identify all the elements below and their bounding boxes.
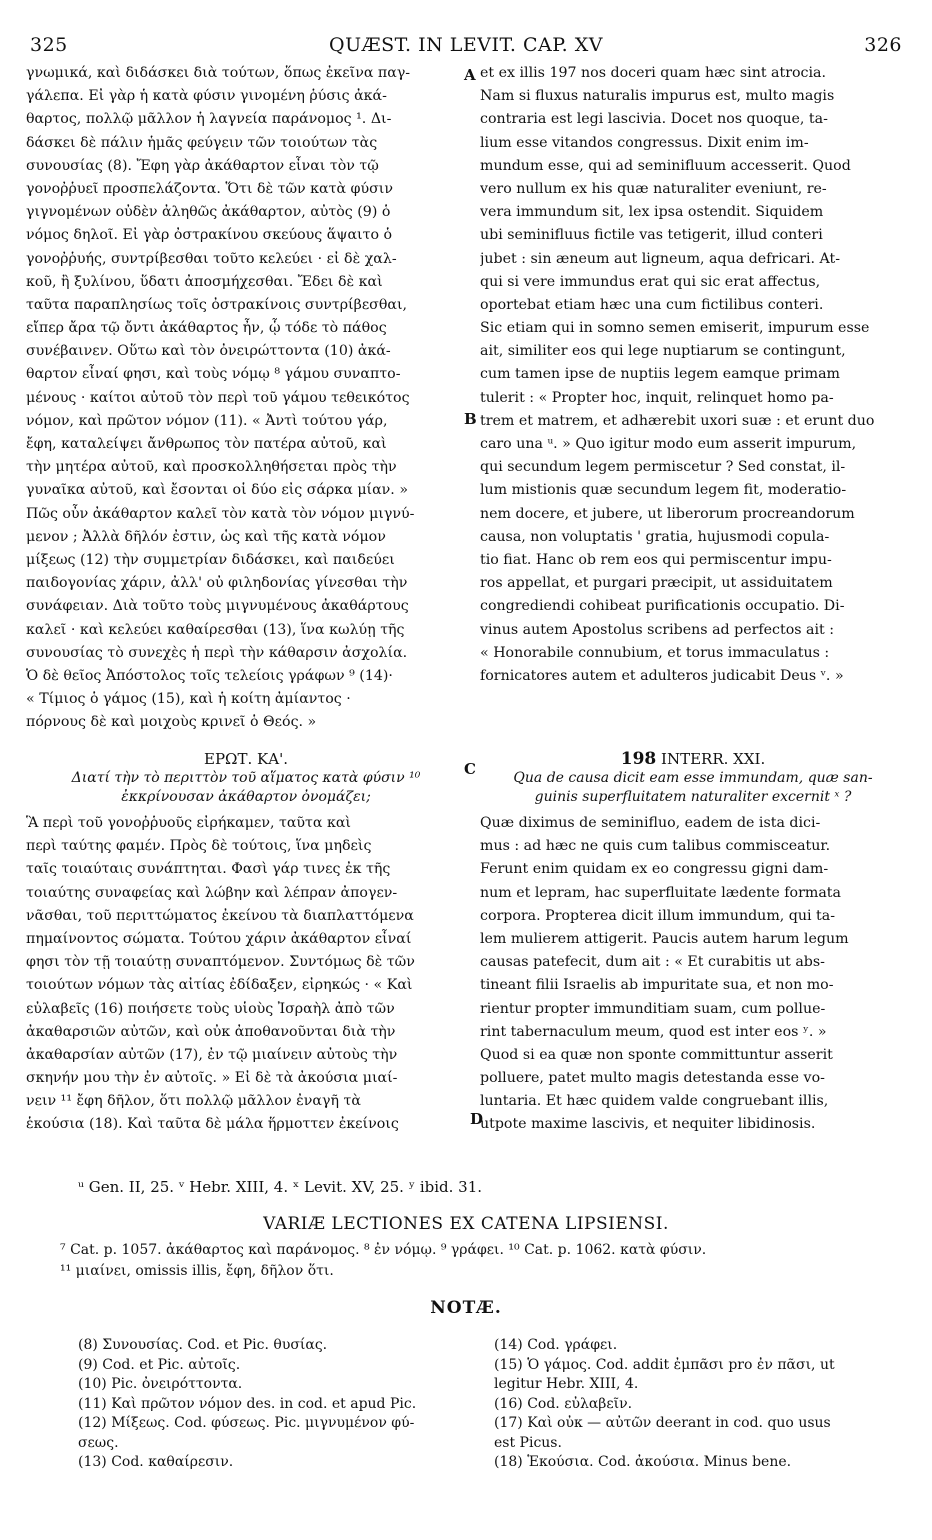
greek-text-line: γάλεπα. Εἰ γὰρ ἡ κατὰ φύσιν γινομένη ῥύσις ἀκά- [26,88,387,105]
note-line: (15) Ὁ γάμος. Cod. addit ἐμπᾶσι pro ἐν πᾶσι, ut [494,1356,835,1373]
greek-text-line: μενον ; Ἀλλὰ δῆλόν ἐστιν, ὡς καὶ τῆς κατὰ νόμον [26,528,386,545]
greek-text-line: περὶ ταύτης φαμέν. Πρὸς δὲ τούτοις, ἵνα μηδεὶς [26,838,372,855]
greek-text-line: νόμον, καὶ πρῶτον νόμον (11). « Ἀντὶ τούτου γάρ, [26,412,388,429]
greek-column-bottom [26,812,466,1137]
greek-text-line: φησι τὸν τῇ τοιαύτῃ συναπτόμενον. Συντόμως δὲ τῶν [26,954,415,971]
latin-text-line: et ex illis 197 nos doceri quam hæc sint atrocia. [480,65,826,81]
greek-column-top [26,62,466,734]
greek-text-line: τὴν μητέρα αὐτοῦ, καὶ προσκολληθήσεται πρὸς τὴν [26,459,397,476]
note-line: (9) Cod. et Pic. αὐτοῖς. [78,1356,241,1373]
greek-text-line: μίξεως (12) τὴν συμμετρίαν διδάσκει, καὶ παιδεύει [26,551,395,568]
note-line: est Picus. [494,1434,562,1451]
latin-text-line: contraria est legi lascivia. Docet nos quoque, ta- [480,111,828,128]
notes-right-column [494,1336,912,1473]
page-number-left: 325 [30,34,68,56]
greek-text-line: εἴπερ ἄρα τῷ ὄντι ἀκάθαρτος ἦν, ᾧ τόδε τὸ πάθος [26,320,387,337]
greek-text-line: ἀκαθαρσιῶν αὐτῶν, καὶ οὐκ ἀποθανοῦνται διὰ τὴν [26,1023,396,1040]
latin-text-line: tulerit : « Propter hoc, inquit, relinquet homo pa- [480,389,834,406]
latin-text-line: utpote maxime lascivis, et nequiter libidinosis. [480,1116,816,1133]
latin-text-line: « Honorabile connubium, et torus immaculatus : [480,644,830,661]
greek-text-line: Πῶς οὖν ἀκάθαρτον καλεῖ τὸν κατὰ τὸν νόμον μιγνύ- [26,505,415,522]
variae-line-2: ¹¹ μιαίνει, omissis illis, ἔφη, δῆλον ὅτι. [60,1263,334,1279]
latin-text-line: mus : ad hæc ne quis cum talibus commisceatur. [480,838,831,855]
greek-interrogation-heading [26,750,466,807]
greek-text-line: πόρνους δὲ καὶ μοιχοὺς κρινεῖ ὁ Θεός. » [26,714,317,731]
running-header [30,34,902,62]
latin-text-line: jubet : sin æneum aut ligneum, aqua defricari. At- [480,250,840,267]
latin-question-title-2: guinis superfluitatem naturaliter excernit ˣ ? [534,789,852,805]
latin-question-number [480,750,906,769]
greek-text-line: τοιαύτης συναφείας καὶ λώβην καὶ λέπραν ἀπογεν- [26,884,398,901]
latin-text-line: mundum esse, qui ad seminifluum accesserit. Quod [480,157,851,174]
variae-line-1: ⁷ Cat. p. 1057. ἀκάθαρτος καὶ παράνομος. ⁸ ἐν νόμῳ. ⁹ γράφει. ¹⁰ Cat. p. 1062. κατὰ φύσιν. [60,1242,707,1258]
greek-text-line: γιγνομένων οὐδὲν ἀληθῶς ἀκάθαρτον, αὐτὸς (9) ὁ [26,204,391,221]
latin-text-line: ait, similiter eos qui lege nuptiarum se contingunt, [480,343,846,360]
greek-text-line: νειν ¹¹ ἔφη δῆλον, ὅτι πολλῷ μᾶλλον ἐναγῆ τὰ [26,1093,361,1110]
note-line: σεως. [78,1434,119,1451]
latin-column-top [480,62,906,688]
greek-question-number: ΕΡΩΤ. ΚΑ'. [204,750,288,768]
greek-text-line: ἑκούσια (18). Καὶ ταῦτα δὲ μάλα ἥρμοττεν ἐκείνοις [26,1116,399,1133]
note-line: (11) Καὶ πρῶτον νόμον des. in cod. et apud Pic. [78,1395,417,1412]
greek-text-line: Ἃ περὶ τοῦ γονοῤῥυοῦς εἰρήκαμεν, ταῦτα καὶ [26,815,351,831]
latin-text-line: rint tabernaculum meum, quod est inter eos ʸ. » [480,1023,827,1040]
latin-text-line: vinus autem Apostolus scribens ad perfectos ait : [480,621,835,638]
latin-text-line: Quæ diximus de seminifluo, eadem de ista dici- [480,815,821,831]
greek-text-line: συνάφειαν. Διὰ τοῦτο τοὺς μιγνυμένους ἀκαθάρτους [26,598,409,615]
note-line: (16) Cod. εὐλαβεῖν. [494,1395,633,1412]
greek-text-line: κοῦ, ἢ ξυλίνου, ὕδατι ἀποσμήχεσθαι. Ἔδει δὲ καὶ [26,273,383,290]
greek-text-line: παιδογονίας χάριν, ἀλλ' οὐ φιληδονίας γίνεσθαι τὴν [26,575,408,592]
note-line: (8) Συνουσίας. Cod. et Pic. θυσίας. [78,1337,328,1353]
greek-text-line: « Τίμιος ὁ γάμος (15), καὶ ἡ κοίτη ἀμίαντος · [26,691,351,708]
latin-text-line: rientur propter immunditiam suam, cum pollue- [480,1000,826,1017]
latin-text-line: causa, non voluptatis ' gratia, hujusmodi copula- [480,528,830,545]
latin-text-line: ubi seminifluus fictile vas tetigerit, illud conteri [480,227,823,244]
running-title: QUÆST. IN LEVIT. CAP. XV [329,34,603,56]
latin-text-line: trem et matrem, et adhærebit uxori suæ : et erunt duo [480,412,875,429]
latin-text-line: Ferunt enim quidam ex eo congressu gigni dam- [480,861,829,878]
scripture-references: ᵘ Gen. II, 25. ᵛ Hebr. XIII, 4. ˣ Levit. XV, 25. ʸ ibid. 31. [78,1178,483,1196]
margin-marker-b: B [464,410,477,428]
note-line: (18) Ἑκούσια. Cod. ἀκούσια. Minus bene. [494,1454,792,1470]
latin-question-title-1: Qua de causa dicit eam esse immundam, quæ san- [513,770,873,786]
latin-text-line: oportebat etiam hæc una cum fictilibus conteri. [480,296,824,313]
notae-heading: NOTÆ. [430,1298,502,1318]
latin-text-line: vera immundum sit, lex ipsa ostendit. Siquidem [480,204,824,221]
latin-text-line: Quod si ea quæ non sponte committuntur asserit [480,1046,833,1063]
latin-text-line: lum mistionis quæ secundum legem fit, moderatio- [480,482,847,499]
latin-text-line: qui si vere immundus erat qui sic erat affectus, [480,273,821,290]
greek-text-line: εὐλαβεῖς (16) ποιήσετε τοὺς υἱοὺς Ἰσραὴλ ἀπὸ τῶν [26,1000,395,1017]
greek-text-line: θαρτος, πολλῷ μᾶλλον ἡ λαγνεία παράνομος ¹. Δι- [26,111,392,128]
notes-left-column [78,1336,478,1473]
latin-text-line: ros appellat, et purgari præcipit, ut assiduitatem [480,575,833,592]
margin-marker-c: C [464,760,476,778]
greek-text-line: Ὁ δὲ θεῖος Ἀπόστολος τοῖς τελείοις γράφων ⁹ (14)· [26,667,393,684]
latin-text-line: qui secundum legem permiscetur ? Sed constat, il- [480,459,846,476]
greek-text-line: θαρτον εἶναί φησι, καὶ τοὺς νόμῳ ⁸ γάμου συναπτο- [26,366,401,383]
latin-text-line: polluere, patet multo magis detestanda esse vo- [480,1070,825,1087]
latin-question-label: INTERR. XXI. [661,750,766,768]
latin-text-line: congrediendi cohibeat purificationis occupatio. Di- [480,598,845,615]
latin-text-line: luntaria. Et hæc quidem valde congruebant illis, [480,1093,829,1110]
latin-text-line: cum tamen ipse de nuptiis legem eamque primam [480,366,840,383]
greek-text-line: μένους · καίτοι αὐτοῦ τὸν περὶ τοῦ γάμου τεθεικότος [26,389,410,406]
note-line: (13) Cod. καθαίρεσιν. [78,1454,234,1470]
greek-question-title-1: Διατί τὴν τὸ περιττὸν τοῦ αἵματος κατὰ φύσιν ¹⁰ [71,770,421,786]
greek-text-line: σκηνήν μου τὴν ἐν αὐτοῖς. » Εἰ δὲ τὰ ἀκούσια μιαί- [26,1070,398,1087]
greek-text-line: ταῦτα παραπλησίως τοῖς ὀστρακίνοις συντρίβεσθαι, [26,296,408,313]
greek-text-line: δάσκει δὲ πάλιν ἡμᾶς φεύγειν τῶν τοιούτων τὰς [26,134,378,151]
margin-marker-a: A [464,66,476,84]
column-number: 198 [620,749,657,769]
greek-question-title-2: ἐκκρίνουσαν ἀκάθαρτον ὀνομάζει; [121,789,371,805]
greek-text-line: πημαίνοντος σώματα. Τούτου χάριν ἀκάθαρτον εἶναί [26,930,412,947]
latin-text-line: nem docere, et jubere, ut liberorum procreandorum [480,505,855,522]
greek-text-line: ταῖς τοιαύταις συνάπτηται. Φασὶ γάρ τινες ἐκ τῆς [26,861,391,878]
variae-lectiones [60,1240,906,1282]
latin-text-line: vero nullum ex his quæ naturaliter eveniunt, re- [480,180,827,197]
latin-text-line: lium esse vitandos congressus. Dixit enim im- [480,134,809,151]
latin-text-line: fornicatores autem et adulteros judicabit Deus ᵛ. » [480,667,844,684]
greek-text-line: συνουσίας (8). Ἔφη γὰρ ἀκάθαρτον εἶναι τὸν τῷ [26,157,379,174]
latin-text-line: tio fiat. Hanc ob rem eos qui permiscentur impu- [480,551,832,568]
greek-text-line: γνωμικά, καὶ διδάσκει διὰ τούτων, ὅπως ἐκεῖνα παγ- [26,65,411,81]
greek-text-line: γονοῤῥυεῖ προσπελάζοντα. Ὅτι δὲ τῶν κατὰ φύσιν [26,180,393,197]
greek-text-line: γονοῤῥυής, συντρίβεσθαι τοῦτο κελεύει · εἰ δὲ χαλ- [26,250,397,267]
greek-text-line: συνέβαινεν. Οὕτω καὶ τὸν ὀνειρώττοντα (10) ἀκά- [26,343,391,360]
greek-text-line: συνουσίας τὸ συνεχὲς ἡ περὶ τὴν κάθαρσιν ἀσχολία. [26,644,408,661]
latin-text-line: num et lepram, hac superfluitate lædente formata [480,884,841,901]
note-line: (17) Καὶ οὐκ — αὐτῶν deerant in cod. quo usus [494,1415,831,1431]
latin-column-bottom [480,812,906,1137]
greek-text-line: ἔφη, καταλείψει ἄνθρωπος τὸν πατέρα αὐτοῦ, καὶ [26,436,387,452]
note-line: legitur Hebr. XIII, 4. [494,1376,639,1392]
note-line: (14) Cod. γράφει. [494,1337,618,1353]
latin-text-line: corpora. Propterea dicit illum immundum, qui ta- [480,907,836,924]
greek-text-line: νᾶσθαι, τοῦ περιττώματος ἐκείνου τὰ διαπλαττόμενα [26,907,414,924]
greek-text-line: καλεῖ · καὶ κελεύει καθαίρεσθαι (13), ἵνα κωλύῃ τῆς [26,621,405,638]
latin-text-line: Nam si fluxus naturalis impurus est, multo magis [480,88,835,105]
margin-marker-d: D [470,1110,484,1128]
latin-text-line: tineant filii Israelis ab impuritate sua, et non mo- [480,977,834,994]
latin-text-line: causas patefecit, dum ait : « Et curabitis ut abs- [480,954,825,971]
variae-lectiones-heading: VARIÆ LECTIONES EX CATENA LIPSIENSI. [263,1214,669,1234]
greek-text-line: τοιούτων νόμων τὰς αἰτίας ἐδίδαξεν, εἰρηκώς · « Καὶ [26,977,413,994]
greek-text-line: ἀκαθαρσίαν αὐτῶν (17), ἐν τῷ μιαίνειν αὐτοὺς τὴν [26,1046,398,1063]
latin-text-line: caro una ᵘ. » Quo igitur modo eum asserit impurum, [480,436,857,452]
note-line: (10) Pic. ὀνειρόττοντα. [78,1376,243,1392]
latin-text-line: Sic etiam qui in somno semen emiserit, impurum esse [480,320,870,337]
latin-interrogation-heading [480,750,906,807]
latin-text-line: lem mulierem attigerit. Paucis autem harum legum [480,930,849,947]
note-line: (12) Μίξεως. Cod. φύσεως. Pic. μιγνυμένον φύ- [78,1415,415,1431]
page-number-right: 326 [864,34,902,56]
greek-text-line: γυναῖκα αὐτοῦ, καὶ ἔσονται οἱ δύο εἰς σάρκα μίαν. » [26,482,409,499]
greek-text-line: νόμος δηλοῖ. Εἰ γὰρ ὀστρακίνου σκεύους ἅψαιτο ὁ [26,227,393,244]
